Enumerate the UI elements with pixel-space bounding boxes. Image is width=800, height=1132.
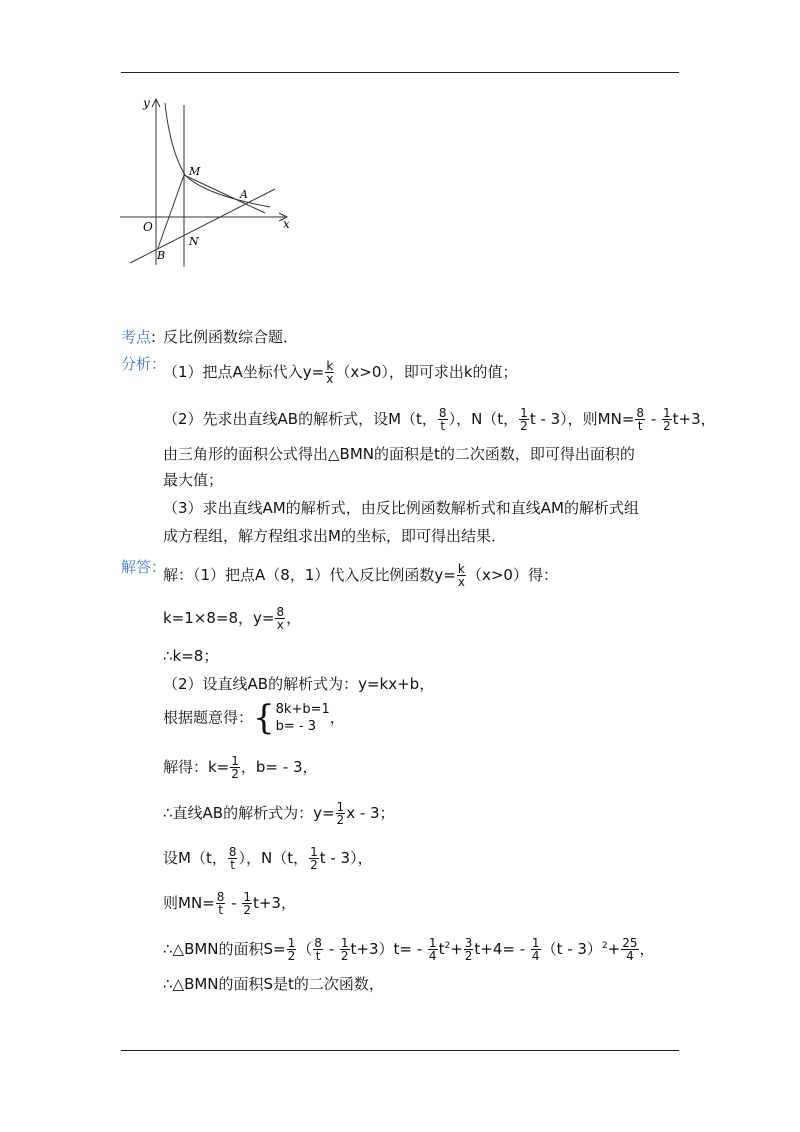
equation-system: { 8k+b=1 b= - 3 — [253, 698, 330, 738]
fenxi-p2-line3: 最大值； — [163, 471, 224, 489]
fraction: $\frac{1}{2}$ — [310, 845, 318, 872]
fraction: $\frac{8}{t}$ — [438, 406, 447, 433]
fraction: $\frac{1}{4}$ — [428, 936, 437, 963]
fenxi-p2: （2）先求出直线AB的解析式，设M（t， $\frac{8}{t}$ ），N（t， $\frac{1}{2}$ t - 3），则MN= $\frac{8}{t}$ - $\frac{1}{2}$ t+3， — [163, 406, 716, 433]
fraction: $\frac{8}{t}$ — [314, 936, 322, 963]
function-graph-figure — [115, 95, 300, 270]
jieda-label: 解答： — [121, 558, 167, 576]
point-m-label: M — [189, 165, 201, 178]
fraction: $\frac{8}{t}$ — [216, 890, 225, 917]
jieda-line1: 解：（1）把点A（8，1）代入反比例函数y= $\frac{k}{x}$ （x>0）得： — [163, 562, 558, 589]
fraction-k-over-x: $\frac{k}{x}$ — [326, 359, 334, 386]
fenxi-p2-line2: 由三角形的面积公式得出△BMN的面积是t的二次函数，即可得出面积的 — [163, 445, 635, 463]
kaodian-colon: : — [151, 328, 157, 346]
jieda-line11: ∴△BMN的面积S是t的二次函数， — [163, 975, 384, 993]
hyperbola-curve — [165, 103, 270, 207]
kaodian-label-text: 考点 — [121, 328, 152, 346]
fraction: $\frac{8}{t}$ — [636, 406, 645, 433]
fraction: $\frac{8}{x}$ — [276, 605, 285, 632]
jieda-line8: 设M（t， $\frac{8}{t}$ ），N（t， $\frac{1}{2}$ t - 3）， — [163, 845, 373, 872]
jieda-line2: k=1×8=8，y= $\frac{8}{x}$ ， — [163, 605, 302, 632]
fraction: $\frac{1}{2}$ — [231, 754, 239, 781]
point-b-label: B — [157, 249, 166, 262]
bottom-rule — [121, 1050, 679, 1051]
jieda-line3: ∴k=8； — [163, 647, 219, 665]
fraction: $\frac{3}{2}$ — [464, 936, 473, 963]
fraction: $\frac{25}{4}$ — [622, 936, 638, 963]
point-a-label: A — [240, 188, 248, 201]
jieda-line10: ∴△BMN的面积S= $\frac{1}{2}$ （ $\frac{8}{t}$ - $\frac{1}{2}$ t+3）t= - $\frac{1}{4}$ $t^2+$ $\frac{3}{2}$ t+4= - $\frac{1}{4}$ （t - 3）$^2$+ $\frac{25}{4}$ ， — [163, 936, 655, 963]
fraction: $\frac{1}{2}$ — [243, 890, 251, 917]
top-rule — [121, 72, 679, 73]
jieda-line7: ∴直线AB的解析式为：y= $\frac{1}{2}$ x - 3； — [163, 800, 395, 827]
point-n-label: N — [189, 235, 199, 248]
fraction: $\frac{1}{2}$ — [663, 406, 671, 433]
fraction: $\frac{1}{2}$ — [520, 406, 528, 433]
line-ma — [184, 175, 265, 213]
fenxi-p1: （1）把点A坐标代入y= $\frac{k}{x}$ （x>0），即可求出k的值； — [163, 359, 518, 386]
fraction: $\frac{1}{2}$ — [336, 800, 345, 827]
fenxi-label: 分析： — [121, 355, 167, 373]
jieda-line9: 则MN= $\frac{8}{t}$ - $\frac{1}{2}$ t+3， — [163, 890, 296, 917]
kaodian-text: 反比例函数综合题． — [163, 328, 299, 346]
fraction: $\frac{1}{2}$ — [340, 936, 349, 963]
fraction-k-over-x: $\frac{k}{x}$ — [457, 562, 465, 589]
kaodian-label — [121, 326, 156, 347]
axis-y-label: y — [143, 96, 150, 110]
jieda-line5: 根据题意得： { 8k+b=1 b= - 3 ， — [163, 698, 345, 738]
jieda-line6: 解得：k= $\frac{1}{2}$ ，b= - 3， — [163, 754, 318, 781]
fenxi-p3-line2: 成方程组，解方程组求出M的坐标，即可得出结果． — [163, 527, 506, 545]
fraction: $\frac{1}{4}$ — [531, 936, 540, 963]
fenxi-p3-line1: （3）求出直线AM的解析式，由反比例函数解析式和直线AM的解析式组 — [163, 499, 639, 517]
axis-x-label: x — [283, 217, 290, 231]
fraction: $\frac{8}{t}$ — [228, 845, 237, 872]
fraction: $\frac{1}{2}$ — [287, 936, 296, 963]
jieda-line4: （2）设直线AB的解析式为：y=kx+b， — [163, 675, 435, 693]
origin-label: O — [143, 220, 153, 234]
